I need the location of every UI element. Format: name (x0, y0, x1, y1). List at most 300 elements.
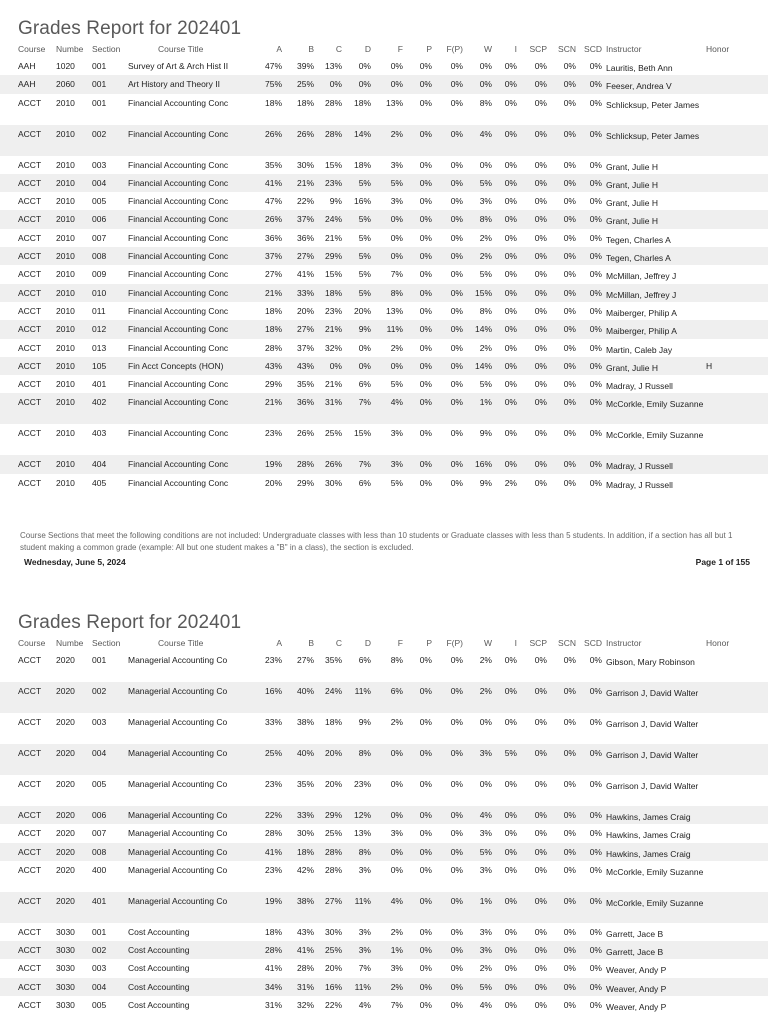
grade-a: 19% (264, 459, 282, 470)
grade-f: 0% (390, 748, 403, 758)
grade-d: 6% (358, 655, 371, 665)
section-number: 401 (92, 379, 107, 390)
course-number: 2010 (56, 269, 75, 280)
grade-scd: 0% (589, 748, 602, 758)
grade-b: 36% (296, 397, 314, 408)
grade-a: 18% (264, 305, 282, 316)
grade-b: 20% (296, 305, 314, 316)
grade-scn: 0% (563, 1000, 576, 1011)
grade-scd: 0% (589, 717, 602, 727)
section-number: 403 (92, 428, 107, 439)
grade-c: 27% (324, 895, 342, 906)
grade-scn: 0% (563, 159, 576, 170)
section-number: 010 (92, 287, 107, 298)
section-number: 007 (92, 232, 107, 243)
grade-c: 29% (324, 810, 342, 820)
grade-fp: 0% (450, 214, 463, 225)
grade-w: 1% (479, 895, 492, 906)
grade-fp: 0% (450, 251, 463, 262)
grade-i: 0% (504, 159, 517, 170)
header-d: D (364, 44, 371, 54)
course-title: Financial Accounting Conc (128, 269, 229, 280)
grade-scn: 0% (563, 287, 576, 298)
course-code: ACCT (18, 477, 42, 488)
grade-p: 0% (419, 748, 432, 758)
grade-scp: 0% (534, 810, 547, 820)
grade-scd: 0% (589, 459, 602, 470)
course-code: ACCT (18, 177, 42, 188)
grade-f: 4% (390, 895, 403, 906)
header-instructor: Instructor (606, 638, 642, 648)
course-number: 3030 (56, 981, 75, 992)
grade-a: 28% (264, 828, 282, 839)
grade-d: 18% (353, 97, 371, 108)
grade-p: 0% (419, 342, 432, 353)
header-p: P (426, 44, 432, 54)
grade-fp: 0% (450, 779, 463, 789)
grade-a: 75% (264, 79, 282, 90)
header-scp: SCP (529, 638, 547, 648)
grade-scn: 0% (563, 79, 576, 90)
course-code: ACCT (18, 159, 42, 170)
header-fp: F(P) (446, 44, 463, 54)
grade-d: 20% (353, 305, 371, 316)
grade-p: 0% (419, 864, 432, 875)
grade-b: 43% (296, 360, 314, 371)
course-title: Managerial Accounting Co (128, 864, 228, 875)
grade-scp: 0% (534, 397, 547, 408)
course-title: Financial Accounting Conc (128, 324, 229, 335)
course-number: 2010 (56, 251, 75, 262)
grade-c: 25% (324, 428, 342, 439)
grade-w: 9% (479, 428, 492, 439)
grade-c: 18% (324, 717, 342, 727)
instructor: McCorkle, Emily Suzanne (606, 430, 704, 441)
grade-i: 0% (504, 61, 517, 71)
grade-a: 36% (264, 232, 282, 243)
course-title: Cost Accounting (128, 945, 190, 956)
header-number: Numbe (56, 638, 84, 648)
table-row (0, 320, 768, 338)
grade-w: 3% (479, 864, 492, 875)
grade-scd: 0% (589, 477, 602, 488)
grade-i: 5% (504, 748, 517, 758)
header-course-title: Course Title (158, 638, 204, 648)
grade-f: 2% (390, 981, 403, 992)
course-title: Financial Accounting Conc (128, 305, 229, 316)
course-title: Managerial Accounting Co (128, 655, 228, 665)
grade-w: 2% (479, 342, 492, 353)
grade-c: 30% (324, 477, 342, 488)
header-section: Section (92, 638, 121, 648)
instructor: Weaver, Andy P (606, 1002, 667, 1013)
grade-scp: 0% (534, 269, 547, 280)
grade-scd: 0% (589, 864, 602, 875)
header-c: C (335, 44, 342, 54)
grade-scd: 0% (589, 196, 602, 207)
grade-a: 41% (264, 177, 282, 188)
grade-i: 0% (504, 459, 517, 470)
grade-scd: 0% (589, 159, 602, 170)
header-c: C (335, 638, 342, 648)
course-number: 2010 (56, 459, 75, 470)
instructor: Garrett, Jace B (606, 947, 664, 958)
grade-scp: 0% (534, 477, 547, 488)
grade-b: 30% (296, 159, 314, 170)
header-scd: SCD (584, 638, 602, 648)
course-title: Managerial Accounting Co (128, 779, 228, 789)
grade-f: 0% (390, 251, 403, 262)
grade-b: 26% (296, 128, 314, 139)
grade-scn: 0% (563, 846, 576, 857)
grade-a: 34% (264, 981, 282, 992)
course-title: Financial Accounting Conc (128, 477, 229, 488)
grade-fp: 0% (450, 305, 463, 316)
grade-scp: 0% (534, 926, 547, 937)
table-row (0, 861, 768, 892)
grade-scn: 0% (563, 779, 576, 789)
grade-f: 5% (390, 379, 403, 390)
grade-a: 26% (264, 214, 282, 225)
grade-scp: 0% (534, 196, 547, 207)
grade-c: 9% (329, 196, 342, 207)
grade-p: 0% (419, 324, 432, 335)
instructor: Weaver, Andy P (606, 983, 667, 994)
grade-scp: 0% (534, 379, 547, 390)
grade-scp: 0% (534, 828, 547, 839)
grade-d: 7% (358, 963, 371, 974)
grade-fp: 0% (450, 360, 463, 371)
grade-fp: 0% (450, 981, 463, 992)
grade-p: 0% (419, 379, 432, 390)
grade-b: 40% (296, 748, 314, 758)
grade-p: 0% (419, 926, 432, 937)
grade-a: 19% (264, 895, 282, 906)
course-code: ACCT (18, 828, 42, 839)
grade-p: 0% (419, 287, 432, 298)
grade-scp: 0% (534, 779, 547, 789)
grade-w: 4% (479, 810, 492, 820)
grade-scn: 0% (563, 251, 576, 262)
grade-f: 5% (390, 177, 403, 188)
header-f: F (397, 638, 403, 648)
grade-a: 47% (264, 61, 282, 71)
grade-scn: 0% (563, 428, 576, 439)
grade-d: 15% (353, 428, 371, 439)
grade-p: 0% (419, 177, 432, 188)
grade-b: 41% (296, 945, 314, 956)
grade-scd: 0% (589, 981, 602, 992)
table-row (0, 393, 768, 424)
grade-c: 32% (324, 342, 342, 353)
header-i: I (514, 44, 517, 54)
header-scd: SCD (584, 44, 602, 54)
course-number: 2020 (56, 655, 75, 665)
course-code: ACCT (18, 379, 42, 390)
course-number: 2010 (56, 379, 75, 390)
grade-c: 21% (324, 379, 342, 390)
table-row (0, 996, 768, 1014)
header-b: B (308, 44, 314, 54)
course-code: AAH (18, 61, 36, 71)
grade-d: 5% (358, 287, 371, 298)
instructor: Garrison J, David Walter (606, 688, 699, 698)
grade-scp: 0% (534, 159, 547, 170)
grade-f: 0% (390, 846, 403, 857)
course-code: ACCT (18, 895, 42, 906)
course-number: 3030 (56, 1000, 75, 1011)
grade-scp: 0% (534, 459, 547, 470)
grade-b: 22% (296, 196, 314, 207)
section-number: 005 (92, 196, 107, 207)
course-title: Fin Acct Concepts (HON) (128, 360, 224, 371)
instructor: Garrison J, David Walter (606, 750, 699, 760)
grade-scp: 0% (534, 232, 547, 243)
grade-f: 3% (390, 159, 403, 170)
course-title: Financial Accounting Conc (128, 397, 229, 408)
grade-scn: 0% (563, 324, 576, 335)
grade-scn: 0% (563, 269, 576, 280)
section-number: 008 (92, 846, 107, 857)
grade-a: 41% (264, 846, 282, 857)
grade-fp: 0% (450, 269, 463, 280)
grade-w: 0% (479, 717, 492, 727)
grade-b: 25% (296, 79, 314, 90)
grade-d: 5% (358, 269, 371, 280)
grade-f: 3% (390, 196, 403, 207)
grade-f: 0% (390, 810, 403, 820)
grade-c: 21% (324, 232, 342, 243)
grade-f: 0% (390, 864, 403, 875)
grade-b: 30% (296, 828, 314, 839)
section-number: 001 (92, 655, 107, 665)
grade-b: 21% (296, 177, 314, 188)
grade-w: 5% (479, 981, 492, 992)
grade-fp: 0% (450, 846, 463, 857)
grade-scn: 0% (563, 360, 576, 371)
grade-i: 0% (504, 360, 517, 371)
instructor: Schlicksup, Peter James (606, 130, 700, 141)
grade-c: 13% (324, 61, 342, 71)
course-code: ACCT (18, 748, 42, 758)
instructor: Garrison J, David Walter (606, 781, 699, 791)
table-row (0, 744, 768, 775)
grade-scp: 0% (534, 287, 547, 298)
grade-i: 0% (504, 232, 517, 243)
grade-fp: 0% (450, 926, 463, 937)
instructor: Garrett, Jace B (606, 928, 664, 939)
section-number: 002 (92, 686, 107, 696)
grade-c: 31% (324, 397, 342, 408)
course-code: ACCT (18, 214, 42, 225)
grade-a: 43% (264, 360, 282, 371)
grade-scd: 0% (589, 324, 602, 335)
grade-i: 0% (504, 305, 517, 316)
grade-scd: 0% (589, 269, 602, 280)
course-code: ACCT (18, 360, 42, 371)
instructor: McCorkle, Emily Suzanne (606, 897, 704, 908)
course-number: 2060 (56, 79, 75, 90)
course-title: Financial Accounting Conc (128, 97, 229, 108)
course-number: 2010 (56, 342, 75, 353)
grade-w: 16% (474, 459, 492, 470)
course-title: Financial Accounting Conc (128, 196, 229, 207)
grade-d: 11% (354, 895, 371, 906)
grade-f: 1% (390, 945, 403, 956)
table-row (0, 302, 768, 320)
grade-scn: 0% (563, 655, 576, 665)
grade-d: 13% (353, 828, 371, 839)
grade-i: 0% (504, 324, 517, 335)
table-row (0, 174, 768, 192)
grade-scp: 0% (534, 945, 547, 956)
grade-scn: 0% (563, 97, 576, 108)
grade-d: 5% (358, 177, 371, 188)
course-number: 2010 (56, 477, 75, 488)
section-number: 006 (92, 810, 107, 820)
grade-a: 47% (264, 196, 282, 207)
course-number: 2020 (56, 748, 75, 758)
header-d: D (364, 638, 371, 648)
grade-scn: 0% (563, 717, 576, 727)
grade-w: 15% (474, 287, 492, 298)
grade-c: 16% (324, 981, 342, 992)
table-row (0, 424, 768, 455)
honor-flag: H (706, 360, 713, 371)
grade-scp: 0% (534, 1000, 547, 1011)
grade-fp: 0% (450, 342, 463, 353)
grade-b: 27% (296, 655, 314, 665)
grade-scp: 0% (534, 214, 547, 225)
grade-c: 22% (324, 1000, 342, 1011)
grade-f: 2% (390, 926, 403, 937)
section-number: 005 (92, 1000, 107, 1011)
grade-w: 3% (479, 196, 492, 207)
grade-scp: 0% (534, 251, 547, 262)
table-row (0, 651, 768, 682)
grade-b: 37% (296, 214, 314, 225)
section-number: 001 (92, 61, 107, 71)
table-row (0, 229, 768, 247)
grade-w: 8% (479, 305, 492, 316)
table-row (0, 94, 768, 125)
report-date: Wednesday, June 5, 2024 (24, 557, 126, 567)
grade-p: 0% (419, 214, 432, 225)
instructor: Grant, Julie H (606, 198, 658, 209)
course-code: ACCT (18, 779, 42, 789)
grade-fp: 0% (450, 196, 463, 207)
grade-a: 18% (264, 926, 282, 937)
grade-i: 0% (504, 251, 517, 262)
grade-w: 2% (479, 963, 492, 974)
grade-c: 28% (324, 864, 342, 875)
course-code: ACCT (18, 963, 42, 974)
grade-f: 0% (390, 61, 403, 71)
header-course: Course (18, 44, 46, 54)
grade-w: 8% (479, 214, 492, 225)
grade-fp: 0% (450, 61, 463, 71)
grade-i: 0% (504, 128, 517, 139)
grade-scd: 0% (589, 655, 602, 665)
grade-c: 29% (324, 251, 342, 262)
grade-c: 28% (324, 846, 342, 857)
grade-scd: 0% (589, 810, 602, 820)
grade-i: 0% (504, 717, 517, 727)
grade-c: 0% (329, 360, 342, 371)
grade-scn: 0% (563, 864, 576, 875)
header-scn: SCN (558, 44, 576, 54)
course-code: ACCT (18, 1000, 42, 1011)
grade-b: 29% (296, 477, 314, 488)
header-w: W (483, 638, 492, 648)
course-title: Financial Accounting Conc (128, 287, 229, 298)
grade-w: 3% (479, 828, 492, 839)
instructor: McMillan, Jeffrey J (606, 289, 677, 300)
grade-scd: 0% (589, 177, 602, 188)
grade-w: 0% (479, 159, 492, 170)
grade-p: 0% (419, 196, 432, 207)
course-number: 2020 (56, 895, 75, 906)
section-number: 401 (92, 895, 107, 906)
grade-scn: 0% (563, 397, 576, 408)
grade-f: 6% (390, 686, 403, 696)
table-row (0, 682, 768, 713)
course-code: ACCT (18, 864, 42, 875)
grade-f: 3% (390, 428, 403, 439)
grade-b: 37% (296, 342, 314, 353)
grade-p: 0% (419, 655, 432, 665)
grade-d: 18% (353, 159, 371, 170)
header-honor: Honor (706, 638, 730, 648)
grade-w: 5% (479, 177, 492, 188)
grade-d: 6% (358, 379, 371, 390)
grade-fp: 0% (450, 828, 463, 839)
grade-p: 0% (419, 828, 432, 839)
course-number: 2010 (56, 287, 75, 298)
course-title: Financial Accounting Conc (128, 159, 229, 170)
header-section: Section (92, 44, 121, 54)
course-code: ACCT (18, 251, 42, 262)
grade-i: 0% (504, 655, 517, 665)
grade-b: 27% (296, 251, 314, 262)
header-scn: SCN (558, 638, 576, 648)
grade-w: 5% (479, 379, 492, 390)
section-number: 004 (92, 177, 107, 188)
course-title: Managerial Accounting Co (128, 810, 228, 820)
grade-p: 0% (419, 97, 432, 108)
instructor: Weaver, Andy P (606, 965, 667, 976)
grade-f: 0% (390, 232, 403, 243)
grade-f: 2% (390, 342, 403, 353)
course-title: Cost Accounting (128, 981, 190, 992)
course-title: Survey of Art & Arch Hist II (128, 61, 229, 71)
header-honor: Honor (706, 44, 730, 54)
grade-d: 3% (358, 945, 371, 956)
grade-b: 38% (296, 717, 314, 727)
grade-c: 28% (324, 128, 342, 139)
instructor: McMillan, Jeffrey J (606, 271, 677, 282)
table-row (0, 210, 768, 228)
section-number: 002 (92, 945, 107, 956)
grade-scn: 0% (563, 305, 576, 316)
course-code: AAH (18, 79, 36, 90)
table-row (0, 192, 768, 210)
grade-w: 5% (479, 269, 492, 280)
grade-scp: 0% (534, 981, 547, 992)
instructor: Garrison J, David Walter (606, 719, 699, 729)
grade-a: 21% (264, 397, 282, 408)
grade-scn: 0% (563, 926, 576, 937)
